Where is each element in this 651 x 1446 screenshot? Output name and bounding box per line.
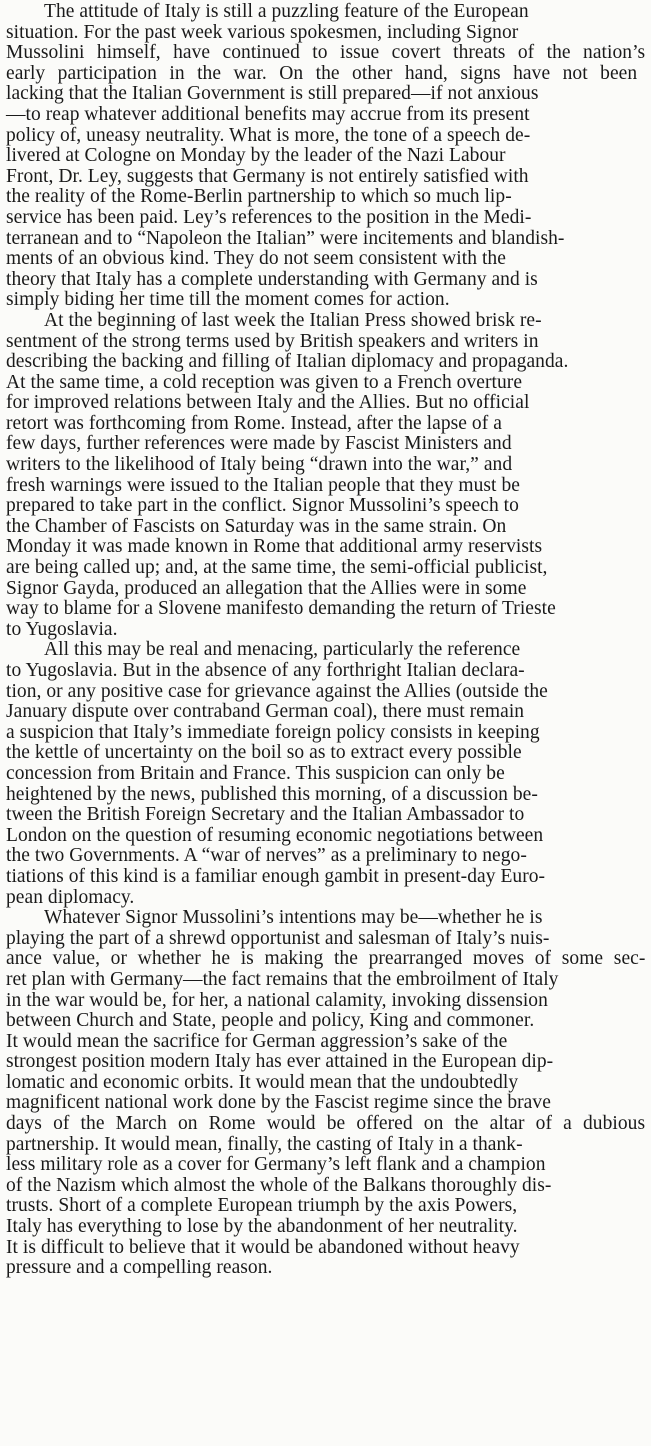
- text-line: Mussolini himself, have continued to issue covert threats of the nation’s: [6, 42, 646, 64]
- text-line: ret plan with Germany—the fact remains that the embroilment of Italy: [6, 968, 559, 990]
- text-line: —to reap whatever additional benefits may accrue from its present: [6, 103, 530, 125]
- text-line: All this may be real and menacing, particularly the reference: [44, 639, 521, 661]
- text-line: to Yugoslavia.: [6, 618, 118, 640]
- text-line: the reality of the Rome-Berlin partnership to which so much lip-: [6, 186, 512, 208]
- text-line: fresh warnings were issued to the Italian people that they must be: [6, 474, 520, 496]
- text-line: It would mean the sacrifice for German aggression’s sake of the: [6, 1030, 508, 1052]
- text-line: theory that Italy has a complete understanding with Germany and is: [6, 268, 538, 290]
- article-paragraph: [6, 640, 645, 908]
- text-line: heightened by the news, published this morning, of a discussion be-: [6, 783, 538, 805]
- text-line: concession from Britain and France. This suspicion can only be: [6, 762, 505, 784]
- text-line: At the beginning of last week the Italian Press showed brisk re-: [44, 309, 542, 331]
- text-line: pean diplomacy.: [6, 886, 135, 908]
- text-line: Signor Gayda, produced an allegation that the Allies were in some: [6, 577, 527, 599]
- text-line: ments of an obvious kind. They do not seem consistent with the: [6, 248, 506, 270]
- text-line: between Church and State, people and policy, King and commoner.: [6, 1010, 535, 1032]
- article-body: [6, 2, 645, 1279]
- text-line: livered at Cologne on Monday by the leader of the Nazi Labour: [6, 145, 506, 167]
- text-line: pressure and a compelling reason.: [6, 1257, 273, 1279]
- text-line: It is difficult to believe that it would be abandoned without heavy: [6, 1236, 520, 1258]
- text-line: for improved relations between Italy and the Allies. But no official: [6, 392, 530, 414]
- text-line: strongest position modern Italy has ever attained in the European dip-: [6, 1051, 554, 1073]
- text-line: playing the part of a shrewd opportunist and salesman of Italy’s nuis-: [6, 927, 550, 949]
- text-line: magnificent national work done by the Fascist regime since the brave: [6, 1092, 551, 1114]
- article-paragraph: [6, 2, 645, 311]
- text-line: London on the question of resuming economic negotiations between: [6, 824, 544, 846]
- text-line: Front, Dr. Ley, suggests that Germany is not entirely satisfied with: [6, 165, 529, 187]
- text-line: tion, or any positive case for grievance against the Allies (outside the: [6, 680, 548, 702]
- text-line: way to blame for a Slovene manifesto demanding the return of Trieste: [6, 598, 556, 620]
- text-line: simply biding her time till the moment comes for action.: [6, 289, 450, 311]
- text-line: writers to the likelihood of Italy being “drawn into the war,” and: [6, 454, 513, 476]
- text-line: sentment of the strong terms used by British speakers and writers in: [6, 330, 539, 352]
- text-line: describing the backing and filling of Italian diplomacy and propaganda.: [6, 351, 569, 373]
- text-line: prepared to take part in the conflict. Signor Mussolini’s speech to: [6, 495, 519, 517]
- text-line: Monday it was made known in Rome that additional army reservists: [6, 536, 543, 558]
- article-paragraph: [6, 311, 645, 641]
- text-line: less military role as a cover for Germany’s left flank and a champion: [6, 1154, 546, 1176]
- text-line: days of the March on Rome would be offered on the altar of a dubious: [6, 1113, 646, 1135]
- text-line: tween the British Foreign Secretary and the Italian Ambassador to: [6, 804, 525, 826]
- text-line: lacking that the Italian Government is still prepared—if not anxious: [6, 83, 539, 105]
- text-line: to Yugoslavia. But in the absence of any forthright Italian declara-: [6, 660, 525, 681]
- text-line: Whatever Signor Mussolini’s intentions may be—whether he is: [44, 907, 543, 929]
- text-line: trusts. Short of a complete European triumph by the axis Powers,: [6, 1195, 518, 1217]
- article-paragraph: [6, 908, 645, 1279]
- text-line: are being called up; and, at the same time, the semi-official publicist,: [6, 557, 548, 579]
- text-line: the Chamber of Fascists on Saturday was in the same strain. On: [6, 515, 507, 537]
- text-line: a suspicion that Italy’s immediate foreign policy consists in keeping: [6, 721, 540, 743]
- text-line: situation. For the past week various spokesmen, including Signor: [6, 21, 519, 43]
- text-line: early participation in the war. On the other hand, signs have not been: [6, 62, 638, 84]
- text-line: Italy has everything to lose by the abandonment of her neutrality.: [6, 1216, 518, 1238]
- text-line: January dispute over contraband German coal), there must remain: [6, 701, 525, 723]
- text-line: lomatic and economic orbits. It would mean that the undoubtedly: [6, 1071, 519, 1093]
- text-line: the two Governments. A “war of nerves” as a preliminary to nego-: [6, 845, 527, 867]
- text-line: of the Nazism which almost the whole of the Balkans thoroughly dis-: [6, 1174, 552, 1196]
- text-line: the kettle of uncertainty on the boil so as to extract every possible: [6, 742, 522, 764]
- text-line: ance value, or whether he is making the prearranged moves of some sec-: [6, 948, 646, 970]
- text-line: service has been paid. Ley’s references to the position in the Medi-: [6, 206, 532, 228]
- text-line: At the same time, a cold reception was given to a French overture: [6, 371, 523, 393]
- text-line: terranean and to “Napoleon the Italian” were incitements and blandish-: [6, 227, 565, 249]
- text-line: in the war would be, for her, a national calamity, invoking dissension: [6, 989, 548, 1011]
- text-line: retort was forthcoming from Rome. Instead, after the lapse of a: [6, 412, 502, 434]
- text-line: partnership. It would mean, finally, the casting of Italy in a thank-: [6, 1133, 523, 1155]
- text-line: policy of, uneasy neutrality. What is more, the tone of a speech de-: [6, 124, 531, 146]
- text-line: few days, further references were made by Fascist Ministers and: [6, 433, 512, 455]
- text-line: tiations of this kind is a familiar enough gambit in present-day Euro-: [6, 865, 546, 887]
- text-line: The attitude of Italy is still a puzzling feature of the European: [44, 1, 529, 22]
